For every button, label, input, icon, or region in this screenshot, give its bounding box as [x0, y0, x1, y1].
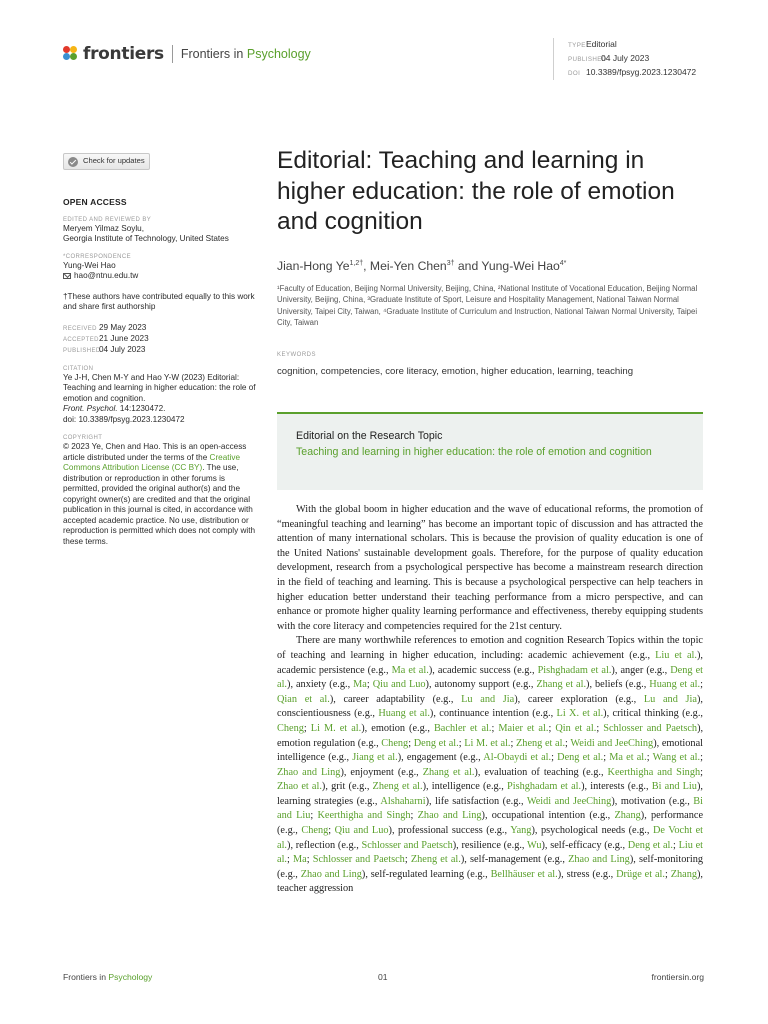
published-label: PUBLISHED [568, 56, 607, 63]
mail-icon [63, 273, 71, 279]
author-chen[interactable]: Mei-Yen Chen [369, 259, 447, 273]
check-updates-button[interactable]: Check for updates [63, 153, 150, 170]
article-body [277, 503, 703, 897]
edited-label: EDITED AND REVIEWED BY [63, 216, 152, 223]
check-icon [68, 157, 78, 167]
cc-license-link[interactable]: Creative Commons Attribution License (CC BY) [63, 452, 241, 472]
research-topic-heading: Editorial on the Research Topic [296, 430, 443, 442]
journal-name: Frontiers in Psychology [180, 47, 311, 61]
footer-journal: Frontiers in Psychology [63, 972, 153, 982]
correspondence-email[interactable]: hao@ntnu.edu.tw [63, 271, 261, 282]
keywords-label: KEYWORDS [277, 352, 317, 358]
author-list: Jian-Hong $Ye^{1,2\dagger}$, Mei-Yen Chen$^{3\dagger}$ and Yung-Wei Hao$^{4*}$ [277, 259, 567, 273]
logo-word: frontiers [83, 44, 164, 64]
correspondence-name: Yung-Wei Hao [63, 260, 116, 270]
published-date: 04 July 2023 [99, 344, 146, 354]
dates: RECEIVED 29 May 2023 ACCEPTED21 June 2023 PUBLISHED04 July 2023 [63, 322, 149, 354]
author-hao[interactable]: Yung-Wei Hao [481, 259, 560, 273]
article-meta [553, 38, 696, 80]
copyright-label: COPYRIGHT [63, 435, 103, 441]
citation-label: CITATION [63, 365, 94, 372]
open-access-label: OPEN ACCESS [63, 197, 127, 207]
paragraph-1: With the global boom in higher education and the wave of educational reforms, the promotion of “meaningful teaching and learning” has become an important topic of discussion and has attracted the attention of many international scholars. This is because the provision of quality education is one of the United Nations' sustainable development goals. Therefore, for the purpose of quality education development, research from a psychological perspective has become a mainstream research direction in the field of teaching and learning. This is because a psychological perspective can help teachers in higher education better understand their teaching performance from a micro perspective, and can enhance or promote higher quality learning performance and effectiveness, thereby equipping students with the core literacy and competencies required for the 21st century. [277, 504, 703, 632]
article-title: Editorial: Teaching and learning in higher education: the role of emotion and cognition [277, 147, 675, 235]
affiliations: ¹Faculty of Education, Beijing Normal University, Beijing, China, ²National Institute of Vocational Education, Beijing Normal University, Beijing, China, ³Graduate Institute of Sport, Leisure and Hospitality Management, National Taiwan Normal University, Taipei City, Taiwan, ⁴Graduate Institute of Curriculum and Instruction, National Taiwan Normal University, Taipei City, Taiwan [277, 284, 698, 327]
received-date: 29 May 2023 [99, 322, 147, 332]
editor-name: Meryem Yilmaz Soylu, [63, 223, 144, 233]
type-label: TYPE [568, 42, 586, 49]
published-value: 04 July 2023 [601, 53, 650, 63]
type-value: Editorial [586, 39, 617, 49]
footer-site-link[interactable]: frontiersin.org [651, 972, 704, 982]
frontiers-logo-icon [63, 46, 79, 62]
accepted-date: 21 June 2023 [99, 333, 149, 343]
keywords: cognition, competencies, core literacy, emotion, higher education, learning, teaching [277, 366, 634, 377]
frontiers-logo[interactable] [63, 44, 311, 64]
page-number: 01 [378, 972, 388, 982]
paragraph-2: There are many worthwhile references to emotion and cognition Research Topics within the topic of teaching and learning in higher education, including: academic achievement (e.g., Liu et al.), academic persistence (e.g., Ma et al.), academic success (e.g., Pishghadam et al.), anger (e.g., Deng et al.), anxiety (e.g., Ma; Qiu and Luo), autonomy support (e.g., Zhang et al.), beliefs (e.g., Huang et al.; Qian et al.), career adaptability (e.g., Lu and Jia), career exploration (e.g., Lu and Jia), conscientiousness (e.g., Huang et al.), continuance intention (e.g., Li X. et al.), critical thinking (e.g., Cheng; Li M. et al.), emotion (e.g., Bachler et al.; Maier et al.; Qin et al.; Schlosser and Paetsch), emotion regulation (e.g., Cheng; Deng et al.; Li M. et al.; Zheng et al.; Weidi and JeeChing), emotional intelligence (e.g., Jiang et al.), engagement (e.g., Al-Obaydi et al.; Deng et al.; Ma et al.; Wang et al.; Zhao and Ling), enjoyment (e.g., Zhang et al.), evaluation of teaching (e.g., Keerthigha and Singh; Zhao et al.), grit (e.g., Zheng et al.), intelligence (e.g., Pishghadam et al.), interests (e.g., Bi and Liu), learning strategies (e.g., Alshaharni), life satisfaction (e.g., Weidi and JeeChing), motivation (e.g., Bi and Liu; Keerthigha and Singh; Zhao and Ling), occupational intention (e.g., Zhang), performance (e.g., Cheng; Qiu and Luo), professional success (e.g., Yang), psychological needs (e.g., De Vocht et al.), reflection (e.g., Schlosser and Paetsch), resilience (e.g., Wu), self-efficacy (e.g., Deng et al.; Liu et al.; Ma; Schlosser and Paetsch; Zheng et al.), self-management (e.g., Zhao and Ling), self-monitoring (e.g., Zhao and Ling), self-regulated learning (e.g., Bellhäuser et al.), stress (e.g., Drüge et al.; Zhang), teacher aggression [277, 635, 704, 895]
doi-label: DOI [568, 70, 581, 77]
sidebar [63, 153, 261, 547]
equal-contribution-note: †These authors have contributed equally to this work and share first authorship [63, 291, 255, 311]
author-ye[interactable]: Jian-Hong Ye [277, 259, 350, 273]
correspondence-label: *CORRESPONDENCE [63, 253, 132, 260]
research-topic-box [277, 412, 703, 490]
copyright-text: © 2023 Ye, Chen and Hao. This is an open-access article distributed under the terms of the Creative Commons Attribution License (CC BY). The use, distribution or reproduction in other forums is permitted, provided the original author(s) and the copyright owner(s) are credited and that the original publication in this journal is cited, in accordance with accepted academic practice. No use, distribution or reproduction is permitted which does not comply with these terms. [63, 442, 256, 546]
logo-separator [172, 45, 173, 63]
doi-value[interactable]: 10.3389/fpsyg.2023.1230472 [586, 67, 697, 77]
research-topic-link[interactable]: Teaching and learning in higher education: the role of emotion and cognition [296, 446, 652, 458]
citation-text: Ye J-H, Chen M-Y and Hao Y-W (2023) Editorial: Teaching and learning in higher education: the role of emotion and cognition. Front. Psychol. 14:1230472. doi: 10.3389/fpsyg.2023.1230472 [63, 372, 256, 424]
editor-affiliation: Georgia Institute of Technology, United States [63, 234, 229, 243]
